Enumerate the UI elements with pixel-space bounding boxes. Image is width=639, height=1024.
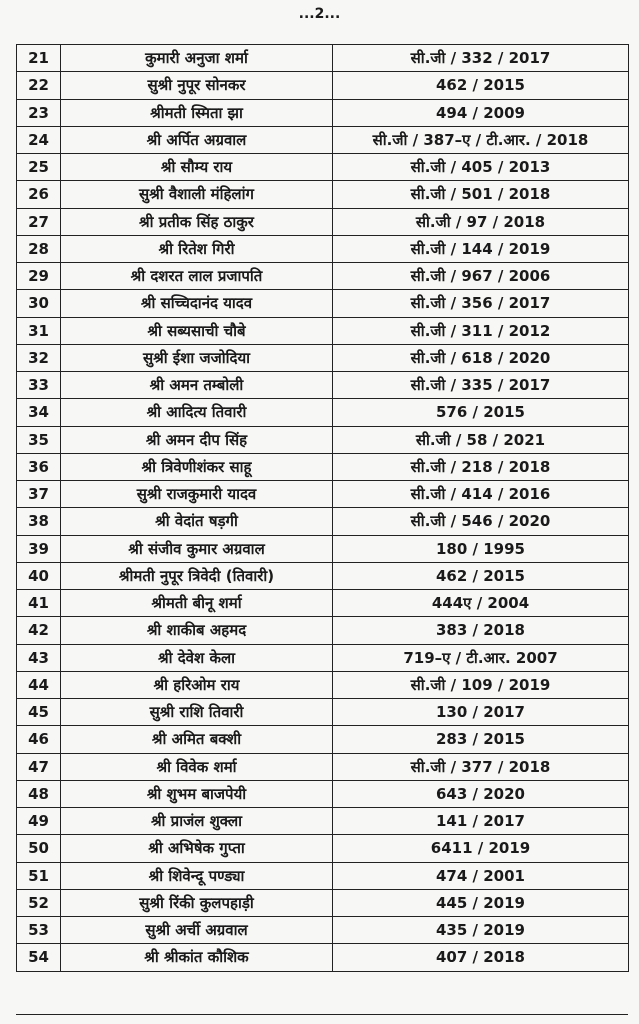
- serial-number-cell: 41: [17, 590, 61, 617]
- registration-number-cell: 435 / 2019: [333, 917, 629, 944]
- registration-number-cell: सी.जी / 546 / 2020: [333, 508, 629, 535]
- table-row: [17, 181, 629, 208]
- advocate-name-cell: कुमारी अनुजा शर्मा: [61, 45, 333, 72]
- serial-number-cell: 47: [17, 753, 61, 780]
- registration-number-cell: 180 / 1995: [333, 535, 629, 562]
- advocate-name-cell: श्री दशरत लाल प्रजापति: [61, 263, 333, 290]
- registration-number-cell: सी.जी / 311 / 2012: [333, 317, 629, 344]
- registration-number-cell: 576 / 2015: [333, 399, 629, 426]
- registration-number-cell: सी.जी / 618 / 2020: [333, 344, 629, 371]
- table-row: [17, 72, 629, 99]
- advocate-name-cell: श्रीमती नुपूर त्रिवेदी (तिवारी): [61, 562, 333, 589]
- advocate-name-cell: श्रीमती बीनू शर्मा: [61, 590, 333, 617]
- table-row: [17, 671, 629, 698]
- advocate-name-cell: श्री अमित बक्शी: [61, 726, 333, 753]
- advocate-name-cell: श्री प्राजंल शुक्ला: [61, 808, 333, 835]
- advocate-name-cell: श्री अमन दीप सिंह: [61, 426, 333, 453]
- serial-number-cell: 40: [17, 562, 61, 589]
- registration-number-cell: 719–ए / टी.आर. 2007: [333, 644, 629, 671]
- registration-number-cell: सी.जी / 387–ए / टी.आर. / 2018: [333, 126, 629, 153]
- table-row: [17, 780, 629, 807]
- serial-number-cell: 54: [17, 944, 61, 971]
- registration-number-cell: 474 / 2001: [333, 862, 629, 889]
- table-row: [17, 453, 629, 480]
- table-row: [17, 126, 629, 153]
- table-row: [17, 263, 629, 290]
- registration-number-cell: 283 / 2015: [333, 726, 629, 753]
- serial-number-cell: 53: [17, 917, 61, 944]
- table-row: [17, 481, 629, 508]
- advocate-name-cell: श्री देवेश केला: [61, 644, 333, 671]
- registration-number-cell: सी.जी / 58 / 2021: [333, 426, 629, 453]
- registration-number-cell: 130 / 2017: [333, 699, 629, 726]
- serial-number-cell: 23: [17, 99, 61, 126]
- serial-number-cell: 33: [17, 372, 61, 399]
- registration-number-cell: सी.जी / 335 / 2017: [333, 372, 629, 399]
- table-row: [17, 617, 629, 644]
- advocate-name-cell: श्री सब्यसाची चौबे: [61, 317, 333, 344]
- serial-number-cell: 43: [17, 644, 61, 671]
- registration-number-cell: 444ए / 2004: [333, 590, 629, 617]
- serial-number-cell: 36: [17, 453, 61, 480]
- registration-number-cell: 383 / 2018: [333, 617, 629, 644]
- table-row: [17, 889, 629, 916]
- serial-number-cell: 50: [17, 835, 61, 862]
- serial-number-cell: 38: [17, 508, 61, 535]
- registration-number-cell: सी.जी / 405 / 2013: [333, 154, 629, 181]
- serial-number-cell: 21: [17, 45, 61, 72]
- table-row: [17, 235, 629, 262]
- serial-number-cell: 27: [17, 208, 61, 235]
- advocate-name-cell: सुश्री ईशा जजोदिया: [61, 344, 333, 371]
- serial-number-cell: 46: [17, 726, 61, 753]
- table-row: [17, 644, 629, 671]
- table-row: [17, 535, 629, 562]
- table-row: [17, 562, 629, 589]
- page-number: ...2...: [298, 6, 341, 22]
- registration-number-cell: सी.जी / 144 / 2019: [333, 235, 629, 262]
- advocate-name-cell: श्री श्रीकांत कौशिक: [61, 944, 333, 971]
- serial-number-cell: 29: [17, 263, 61, 290]
- registration-number-cell: सी.जी / 967 / 2006: [333, 263, 629, 290]
- table-row: [17, 862, 629, 889]
- serial-number-cell: 28: [17, 235, 61, 262]
- table-row: [17, 699, 629, 726]
- bottom-divider: [16, 1014, 628, 1015]
- serial-number-cell: 48: [17, 780, 61, 807]
- serial-number-cell: 25: [17, 154, 61, 181]
- advocate-name-cell: श्री अर्पित अग्रवाल: [61, 126, 333, 153]
- table-row: [17, 944, 629, 971]
- registration-number-cell: सी.जी / 332 / 2017: [333, 45, 629, 72]
- table-row: [17, 835, 629, 862]
- table-row: [17, 154, 629, 181]
- table-row: [17, 208, 629, 235]
- advocate-name-cell: श्री सच्चिदानंद यादव: [61, 290, 333, 317]
- registration-number-cell: 494 / 2009: [333, 99, 629, 126]
- advocate-name-cell: श्री अभिषेक गुप्ता: [61, 835, 333, 862]
- serial-number-cell: 24: [17, 126, 61, 153]
- advocate-name-cell: श्री शाकीब अहमद: [61, 617, 333, 644]
- serial-number-cell: 34: [17, 399, 61, 426]
- registration-number-cell: सी.जी / 414 / 2016: [333, 481, 629, 508]
- table-row: [17, 917, 629, 944]
- advocate-name-cell: श्री शुभम बाजपेयी: [61, 780, 333, 807]
- serial-number-cell: 22: [17, 72, 61, 99]
- table-row: [17, 726, 629, 753]
- registration-number-cell: 643 / 2020: [333, 780, 629, 807]
- advocate-name-cell: सुश्री राशि तिवारी: [61, 699, 333, 726]
- registration-number-cell: 407 / 2018: [333, 944, 629, 971]
- table-row: [17, 808, 629, 835]
- advocate-name-cell: श्री अमन तम्बोली: [61, 372, 333, 399]
- registration-number-cell: 141 / 2017: [333, 808, 629, 835]
- registration-number-cell: सी.जी / 356 / 2017: [333, 290, 629, 317]
- table-row: [17, 372, 629, 399]
- table-row: [17, 290, 629, 317]
- serial-number-cell: 51: [17, 862, 61, 889]
- serial-number-cell: 52: [17, 889, 61, 916]
- enrollment-table: [16, 44, 629, 972]
- serial-number-cell: 44: [17, 671, 61, 698]
- advocate-name-cell: श्रीमती स्मिता झा: [61, 99, 333, 126]
- serial-number-cell: 26: [17, 181, 61, 208]
- serial-number-cell: 45: [17, 699, 61, 726]
- registration-number-cell: सी.जी / 218 / 2018: [333, 453, 629, 480]
- table-row: [17, 99, 629, 126]
- advocate-name-cell: श्री प्रतीक सिंह ठाकुर: [61, 208, 333, 235]
- advocate-name-cell: श्री विवेक शर्मा: [61, 753, 333, 780]
- advocate-name-cell: श्री सौम्य राय: [61, 154, 333, 181]
- advocate-name-cell: श्री शिवेन्दू पण्ड्या: [61, 862, 333, 889]
- registration-number-cell: 445 / 2019: [333, 889, 629, 916]
- registration-number-cell: सी.जी / 109 / 2019: [333, 671, 629, 698]
- advocate-name-cell: श्री हरिओम राय: [61, 671, 333, 698]
- serial-number-cell: 31: [17, 317, 61, 344]
- advocate-name-cell: श्री संजीव कुमार अग्रवाल: [61, 535, 333, 562]
- table-row: [17, 753, 629, 780]
- table-row: [17, 508, 629, 535]
- registration-number-cell: सी.जी / 97 / 2018: [333, 208, 629, 235]
- registration-number-cell: 6411 / 2019: [333, 835, 629, 862]
- serial-number-cell: 42: [17, 617, 61, 644]
- advocate-name-cell: सुश्री रिंकी कुलपहाड़ी: [61, 889, 333, 916]
- table-row: [17, 399, 629, 426]
- serial-number-cell: 49: [17, 808, 61, 835]
- serial-number-cell: 30: [17, 290, 61, 317]
- registration-number-cell: सी.जी / 501 / 2018: [333, 181, 629, 208]
- table-body: [17, 45, 629, 972]
- registration-number-cell: 462 / 2015: [333, 72, 629, 99]
- advocate-name-cell: श्री वेदांत षड़गी: [61, 508, 333, 535]
- serial-number-cell: 39: [17, 535, 61, 562]
- advocate-name-cell: श्री रितेश गिरी: [61, 235, 333, 262]
- advocate-name-cell: श्री त्रिवेणीशंकर साहू: [61, 453, 333, 480]
- advocate-name-cell: श्री आदित्य तिवारी: [61, 399, 333, 426]
- table-row: [17, 344, 629, 371]
- serial-number-cell: 32: [17, 344, 61, 371]
- advocate-name-cell: सुश्री अर्ची अग्रवाल: [61, 917, 333, 944]
- table-row: [17, 426, 629, 453]
- advocate-name-cell: सुश्री नुपूर सोनकर: [61, 72, 333, 99]
- advocate-name-cell: सुश्री राजकुमारी यादव: [61, 481, 333, 508]
- table-row: [17, 317, 629, 344]
- table-row: [17, 590, 629, 617]
- serial-number-cell: 37: [17, 481, 61, 508]
- registration-number-cell: 462 / 2015: [333, 562, 629, 589]
- registration-number-cell: सी.जी / 377 / 2018: [333, 753, 629, 780]
- serial-number-cell: 35: [17, 426, 61, 453]
- advocate-name-cell: सुश्री वैशाली मंहिलांग: [61, 181, 333, 208]
- table-row: [17, 45, 629, 72]
